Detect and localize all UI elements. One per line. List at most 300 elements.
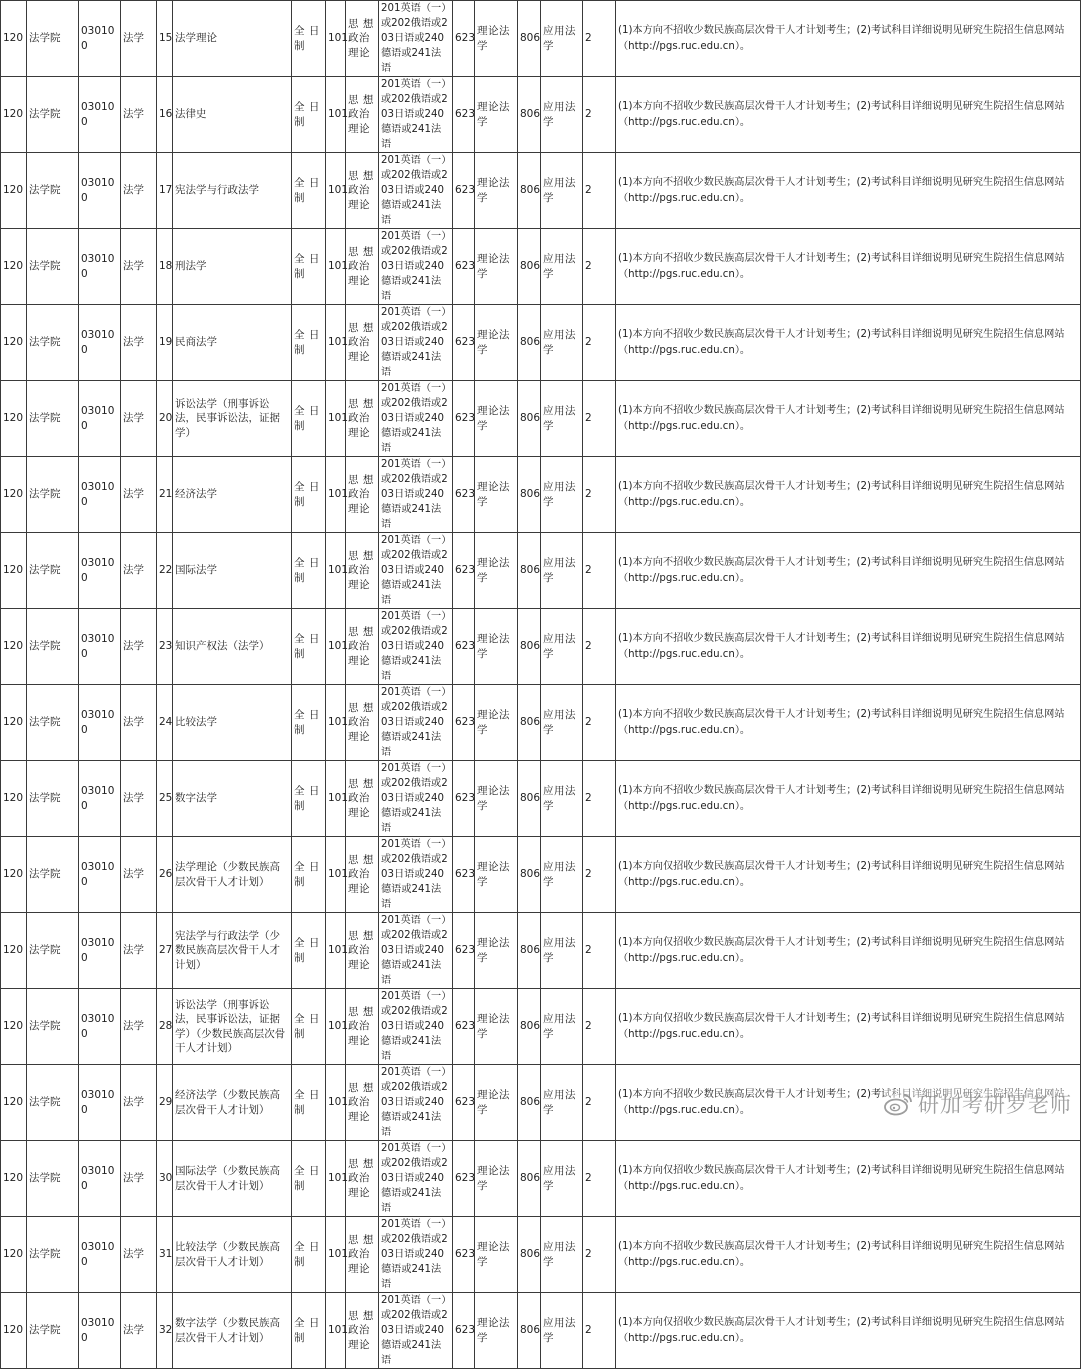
subject2-name-cell: 理论法学 bbox=[475, 1293, 518, 1369]
direction-number-cell: 27 bbox=[157, 913, 173, 989]
politics-subject-cell: 思 想政治理论 bbox=[346, 989, 379, 1065]
foreign-language-cell: 201英语（一）或202俄语或203日语或240德语或241法语 bbox=[379, 989, 453, 1065]
study-mode-cell: 全 日制 bbox=[292, 989, 326, 1065]
subject3-name-cell: 应用法学 bbox=[541, 381, 583, 457]
study-mode-cell: 全 日制 bbox=[292, 381, 326, 457]
school-name-cell: 法学院 bbox=[27, 1141, 79, 1217]
subject2-code-cell: 623 bbox=[453, 685, 475, 761]
politics-subject-cell: 思 想政治理论 bbox=[346, 457, 379, 533]
subject2-name-cell: 理论法学 bbox=[475, 761, 518, 837]
subject3-name-cell: 应用法学 bbox=[541, 153, 583, 229]
foreign-language-cell: 201英语（一）或202俄语或203日语或240德语或241法语 bbox=[379, 457, 453, 533]
subject2-name-cell: 理论法学 bbox=[475, 457, 518, 533]
enrollment-count-cell: 2 bbox=[583, 305, 616, 381]
politics-code-cell: 101 bbox=[326, 685, 346, 761]
politics-code-cell: 101 bbox=[326, 609, 346, 685]
politics-code-cell: 101 bbox=[326, 153, 346, 229]
foreign-language-cell: 201英语（一）或202俄语或203日语或240德语或241法语 bbox=[379, 1065, 453, 1141]
remarks-cell: (1)本方向不招收少数民族高层次骨干人才计划考生；(2)考试科目详细说明见研究生院招生信息网站（http://pgs.ruc.edu.cn）。 bbox=[616, 1217, 1081, 1293]
politics-code-cell: 101 bbox=[326, 1, 346, 77]
politics-code-cell: 101 bbox=[326, 381, 346, 457]
table-row bbox=[1, 1141, 1081, 1217]
politics-code-cell: 101 bbox=[326, 457, 346, 533]
direction-name-cell: 数字法学 bbox=[173, 761, 292, 837]
study-mode-cell: 全 日制 bbox=[292, 685, 326, 761]
enrollment-count-cell: 2 bbox=[583, 533, 616, 609]
subject3-name-cell: 应用法学 bbox=[541, 77, 583, 153]
table-body bbox=[1, 1, 1081, 1369]
foreign-language-cell: 201英语（一）或202俄语或203日语或240德语或241法语 bbox=[379, 77, 453, 153]
major-code-cell: 030100 bbox=[79, 685, 121, 761]
study-mode-cell: 全 日制 bbox=[292, 229, 326, 305]
enrollment-count-cell: 2 bbox=[583, 381, 616, 457]
direction-number-cell: 18 bbox=[157, 229, 173, 305]
major-name-cell: 法学 bbox=[121, 1065, 157, 1141]
table-row bbox=[1, 1065, 1081, 1141]
subject2-code-cell: 623 bbox=[453, 913, 475, 989]
remarks-cell: (1)本方向仅招收少数民族高层次骨干人才计划考生；(2)考试科目详细说明见研究生院招生信息网站（http://pgs.ruc.edu.cn）。 bbox=[616, 837, 1081, 913]
unit-code-cell: 120 bbox=[1, 913, 27, 989]
remarks-cell: (1)本方向仅招收少数民族高层次骨干人才计划考生；(2)考试科目详细说明见研究生院招生信息网站（http://pgs.ruc.edu.cn）。 bbox=[616, 1141, 1081, 1217]
subject3-code-cell: 806 bbox=[518, 609, 541, 685]
subject3-code-cell: 806 bbox=[518, 761, 541, 837]
major-name-cell: 法学 bbox=[121, 153, 157, 229]
politics-subject-cell: 思 想政治理论 bbox=[346, 533, 379, 609]
politics-code-cell: 101 bbox=[326, 913, 346, 989]
subject3-code-cell: 806 bbox=[518, 837, 541, 913]
table-row bbox=[1, 381, 1081, 457]
politics-code-cell: 101 bbox=[326, 1065, 346, 1141]
study-mode-cell: 全 日制 bbox=[292, 457, 326, 533]
subject2-code-cell: 623 bbox=[453, 1217, 475, 1293]
subject2-code-cell: 623 bbox=[453, 1141, 475, 1217]
table-row bbox=[1, 229, 1081, 305]
major-name-cell: 法学 bbox=[121, 609, 157, 685]
subject3-name-cell: 应用法学 bbox=[541, 305, 583, 381]
subject2-code-cell: 623 bbox=[453, 229, 475, 305]
direction-number-cell: 31 bbox=[157, 1217, 173, 1293]
unit-code-cell: 120 bbox=[1, 1293, 27, 1369]
study-mode-cell: 全 日制 bbox=[292, 1, 326, 77]
direction-name-cell: 比较法学（少数民族高层次骨干人才计划） bbox=[173, 1217, 292, 1293]
politics-subject-cell: 思 想政治理论 bbox=[346, 913, 379, 989]
major-code-cell: 030100 bbox=[79, 153, 121, 229]
unit-code-cell: 120 bbox=[1, 153, 27, 229]
school-name-cell: 法学院 bbox=[27, 153, 79, 229]
subject3-name-cell: 应用法学 bbox=[541, 457, 583, 533]
major-name-cell: 法学 bbox=[121, 533, 157, 609]
subject2-code-cell: 623 bbox=[453, 1, 475, 77]
foreign-language-cell: 201英语（一）或202俄语或203日语或240德语或241法语 bbox=[379, 761, 453, 837]
foreign-language-cell: 201英语（一）或202俄语或203日语或240德语或241法语 bbox=[379, 1217, 453, 1293]
politics-subject-cell: 思 想政治理论 bbox=[346, 1065, 379, 1141]
subject3-code-cell: 806 bbox=[518, 457, 541, 533]
major-code-cell: 030100 bbox=[79, 229, 121, 305]
study-mode-cell: 全 日制 bbox=[292, 609, 326, 685]
major-code-cell: 030100 bbox=[79, 761, 121, 837]
unit-code-cell: 120 bbox=[1, 305, 27, 381]
direction-number-cell: 32 bbox=[157, 1293, 173, 1369]
table-row bbox=[1, 1, 1081, 77]
study-mode-cell: 全 日制 bbox=[292, 1217, 326, 1293]
enrollment-count-cell: 2 bbox=[583, 761, 616, 837]
subject2-name-cell: 理论法学 bbox=[475, 229, 518, 305]
politics-code-cell: 101 bbox=[326, 229, 346, 305]
politics-code-cell: 101 bbox=[326, 1293, 346, 1369]
unit-code-cell: 120 bbox=[1, 229, 27, 305]
enrollment-count-cell: 2 bbox=[583, 609, 616, 685]
subject3-name-cell: 应用法学 bbox=[541, 761, 583, 837]
direction-name-cell: 法学理论 bbox=[173, 1, 292, 77]
politics-code-cell: 101 bbox=[326, 1141, 346, 1217]
school-name-cell: 法学院 bbox=[27, 837, 79, 913]
major-code-cell: 030100 bbox=[79, 609, 121, 685]
subject2-code-cell: 623 bbox=[453, 77, 475, 153]
direction-name-cell: 法学理论（少数民族高层次骨干人才计划） bbox=[173, 837, 292, 913]
major-code-cell: 030100 bbox=[79, 1293, 121, 1369]
direction-name-cell: 知识产权法（法学） bbox=[173, 609, 292, 685]
unit-code-cell: 120 bbox=[1, 685, 27, 761]
subject3-code-cell: 806 bbox=[518, 533, 541, 609]
major-code-cell: 030100 bbox=[79, 837, 121, 913]
table-row bbox=[1, 761, 1081, 837]
school-name-cell: 法学院 bbox=[27, 761, 79, 837]
major-name-cell: 法学 bbox=[121, 229, 157, 305]
remarks-cell: (1)本方向不招收少数民族高层次骨干人才计划考生；(2)考试科目详细说明见研究生院招生信息网站（http://pgs.ruc.edu.cn）。 bbox=[616, 1065, 1081, 1141]
study-mode-cell: 全 日制 bbox=[292, 77, 326, 153]
unit-code-cell: 120 bbox=[1, 1217, 27, 1293]
subject3-code-cell: 806 bbox=[518, 1293, 541, 1369]
direction-name-cell: 国际法学 bbox=[173, 533, 292, 609]
table-row bbox=[1, 153, 1081, 229]
study-mode-cell: 全 日制 bbox=[292, 761, 326, 837]
major-code-cell: 030100 bbox=[79, 305, 121, 381]
subject2-name-cell: 理论法学 bbox=[475, 1217, 518, 1293]
table-row bbox=[1, 77, 1081, 153]
major-name-cell: 法学 bbox=[121, 685, 157, 761]
subject3-code-cell: 806 bbox=[518, 153, 541, 229]
unit-code-cell: 120 bbox=[1, 1141, 27, 1217]
politics-subject-cell: 思 想政治理论 bbox=[346, 609, 379, 685]
subject2-code-cell: 623 bbox=[453, 1065, 475, 1141]
politics-code-cell: 101 bbox=[326, 77, 346, 153]
watermark-text: 研加考研罗老师 bbox=[918, 1093, 1072, 1117]
school-name-cell: 法学院 bbox=[27, 77, 79, 153]
school-name-cell: 法学院 bbox=[27, 229, 79, 305]
subject3-code-cell: 806 bbox=[518, 1, 541, 77]
direction-name-cell: 法律史 bbox=[173, 77, 292, 153]
school-name-cell: 法学院 bbox=[27, 1065, 79, 1141]
subject2-name-cell: 理论法学 bbox=[475, 609, 518, 685]
direction-name-cell: 经济法学 bbox=[173, 457, 292, 533]
major-name-cell: 法学 bbox=[121, 1217, 157, 1293]
direction-number-cell: 19 bbox=[157, 305, 173, 381]
subject3-name-cell: 应用法学 bbox=[541, 1293, 583, 1369]
major-name-cell: 法学 bbox=[121, 457, 157, 533]
subject2-code-cell: 623 bbox=[453, 1293, 475, 1369]
major-code-cell: 030100 bbox=[79, 913, 121, 989]
subject3-code-cell: 806 bbox=[518, 1141, 541, 1217]
politics-code-cell: 101 bbox=[326, 989, 346, 1065]
subject2-name-cell: 理论法学 bbox=[475, 77, 518, 153]
direction-name-cell: 诉讼法学（刑事诉讼法，民事诉讼法，证据学） bbox=[173, 381, 292, 457]
enrollment-count-cell: 2 bbox=[583, 837, 616, 913]
study-mode-cell: 全 日制 bbox=[292, 1065, 326, 1141]
politics-code-cell: 101 bbox=[326, 1217, 346, 1293]
subject2-code-cell: 623 bbox=[453, 381, 475, 457]
school-name-cell: 法学院 bbox=[27, 609, 79, 685]
subject2-name-cell: 理论法学 bbox=[475, 685, 518, 761]
foreign-language-cell: 201英语（一）或202俄语或203日语或240德语或241法语 bbox=[379, 305, 453, 381]
direction-number-cell: 20 bbox=[157, 381, 173, 457]
direction-number-cell: 26 bbox=[157, 837, 173, 913]
politics-subject-cell: 思 想政治理论 bbox=[346, 761, 379, 837]
major-name-cell: 法学 bbox=[121, 989, 157, 1065]
subject2-name-cell: 理论法学 bbox=[475, 913, 518, 989]
politics-subject-cell: 思 想政治理论 bbox=[346, 685, 379, 761]
subject2-code-cell: 623 bbox=[453, 837, 475, 913]
politics-code-cell: 101 bbox=[326, 533, 346, 609]
direction-name-cell: 国际法学（少数民族高层次骨干人才计划） bbox=[173, 1141, 292, 1217]
politics-subject-cell: 思 想政治理论 bbox=[346, 381, 379, 457]
major-code-cell: 030100 bbox=[79, 1065, 121, 1141]
subject2-name-cell: 理论法学 bbox=[475, 1, 518, 77]
enrollment-count-cell: 2 bbox=[583, 1293, 616, 1369]
major-name-cell: 法学 bbox=[121, 77, 157, 153]
subject3-code-cell: 806 bbox=[518, 381, 541, 457]
politics-subject-cell: 思 想政治理论 bbox=[346, 77, 379, 153]
school-name-cell: 法学院 bbox=[27, 457, 79, 533]
direction-number-cell: 28 bbox=[157, 989, 173, 1065]
remarks-cell: (1)本方向不招收少数民族高层次骨干人才计划考生；(2)考试科目详细说明见研究生院招生信息网站（http://pgs.ruc.edu.cn）。 bbox=[616, 229, 1081, 305]
subject3-name-cell: 应用法学 bbox=[541, 913, 583, 989]
study-mode-cell: 全 日制 bbox=[292, 1141, 326, 1217]
unit-code-cell: 120 bbox=[1, 837, 27, 913]
remarks-cell: (1)本方向不招收少数民族高层次骨干人才计划考生；(2)考试科目详细说明见研究生院招生信息网站（http://pgs.ruc.edu.cn）。 bbox=[616, 761, 1081, 837]
foreign-language-cell: 201英语（一）或202俄语或203日语或240德语或241法语 bbox=[379, 229, 453, 305]
politics-subject-cell: 思 想政治理论 bbox=[346, 153, 379, 229]
foreign-language-cell: 201英语（一）或202俄语或203日语或240德语或241法语 bbox=[379, 609, 453, 685]
enrollment-count-cell: 2 bbox=[583, 913, 616, 989]
remarks-cell: (1)本方向不招收少数民族高层次骨干人才计划考生；(2)考试科目详细说明见研究生院招生信息网站（http://pgs.ruc.edu.cn）。 bbox=[616, 381, 1081, 457]
subject2-code-cell: 623 bbox=[453, 457, 475, 533]
remarks-cell: (1)本方向不招收少数民族高层次骨干人才计划考生；(2)考试科目详细说明见研究生院招生信息网站（http://pgs.ruc.edu.cn）。 bbox=[616, 153, 1081, 229]
foreign-language-cell: 201英语（一）或202俄语或203日语或240德语或241法语 bbox=[379, 1, 453, 77]
enrollment-count-cell: 2 bbox=[583, 457, 616, 533]
table-row bbox=[1, 609, 1081, 685]
remarks-cell: (1)本方向仅招收少数民族高层次骨干人才计划考生；(2)考试科目详细说明见研究生院招生信息网站（http://pgs.ruc.edu.cn）。 bbox=[616, 913, 1081, 989]
enrollment-count-cell: 2 bbox=[583, 989, 616, 1065]
major-name-cell: 法学 bbox=[121, 381, 157, 457]
major-name-cell: 法学 bbox=[121, 837, 157, 913]
major-code-cell: 030100 bbox=[79, 457, 121, 533]
school-name-cell: 法学院 bbox=[27, 305, 79, 381]
major-code-cell: 030100 bbox=[79, 533, 121, 609]
subject2-name-cell: 理论法学 bbox=[475, 837, 518, 913]
subject3-name-cell: 应用法学 bbox=[541, 837, 583, 913]
major-code-cell: 030100 bbox=[79, 1141, 121, 1217]
subject2-name-cell: 理论法学 bbox=[475, 1065, 518, 1141]
subject3-name-cell: 应用法学 bbox=[541, 533, 583, 609]
subject3-name-cell: 应用法学 bbox=[541, 989, 583, 1065]
subject2-code-cell: 623 bbox=[453, 305, 475, 381]
foreign-language-cell: 201英语（一）或202俄语或203日语或240德语或241法语 bbox=[379, 153, 453, 229]
study-mode-cell: 全 日制 bbox=[292, 153, 326, 229]
major-name-cell: 法学 bbox=[121, 761, 157, 837]
foreign-language-cell: 201英语（一）或202俄语或203日语或240德语或241法语 bbox=[379, 913, 453, 989]
politics-code-cell: 101 bbox=[326, 837, 346, 913]
unit-code-cell: 120 bbox=[1, 1065, 27, 1141]
direction-number-cell: 16 bbox=[157, 77, 173, 153]
school-name-cell: 法学院 bbox=[27, 1293, 79, 1369]
politics-subject-cell: 思 想政治理论 bbox=[346, 305, 379, 381]
remarks-cell: (1)本方向仅招收少数民族高层次骨干人才计划考生；(2)考试科目详细说明见研究生院招生信息网站（http://pgs.ruc.edu.cn）。 bbox=[616, 989, 1081, 1065]
enrollment-count-cell: 2 bbox=[583, 1065, 616, 1141]
study-mode-cell: 全 日制 bbox=[292, 533, 326, 609]
table-row bbox=[1, 457, 1081, 533]
enrollment-count-cell: 2 bbox=[583, 1141, 616, 1217]
major-code-cell: 030100 bbox=[79, 989, 121, 1065]
subject3-name-cell: 应用法学 bbox=[541, 609, 583, 685]
direction-name-cell: 刑法学 bbox=[173, 229, 292, 305]
major-code-cell: 030100 bbox=[79, 77, 121, 153]
school-name-cell: 法学院 bbox=[27, 913, 79, 989]
direction-number-cell: 17 bbox=[157, 153, 173, 229]
unit-code-cell: 120 bbox=[1, 457, 27, 533]
major-name-cell: 法学 bbox=[121, 1293, 157, 1369]
direction-number-cell: 24 bbox=[157, 685, 173, 761]
table-row bbox=[1, 685, 1081, 761]
major-code-cell: 030100 bbox=[79, 381, 121, 457]
foreign-language-cell: 201英语（一）或202俄语或203日语或240德语或241法语 bbox=[379, 1293, 453, 1369]
direction-name-cell: 宪法学与行政法学 bbox=[173, 153, 292, 229]
direction-name-cell: 民商法学 bbox=[173, 305, 292, 381]
table-row bbox=[1, 305, 1081, 381]
enrollment-count-cell: 2 bbox=[583, 1217, 616, 1293]
direction-number-cell: 22 bbox=[157, 533, 173, 609]
subject3-code-cell: 806 bbox=[518, 1065, 541, 1141]
school-name-cell: 法学院 bbox=[27, 989, 79, 1065]
subject3-name-cell: 应用法学 bbox=[541, 1141, 583, 1217]
school-name-cell: 法学院 bbox=[27, 533, 79, 609]
study-mode-cell: 全 日制 bbox=[292, 837, 326, 913]
politics-subject-cell: 思 想政治理论 bbox=[346, 229, 379, 305]
unit-code-cell: 120 bbox=[1, 1, 27, 77]
subject3-name-cell: 应用法学 bbox=[541, 1, 583, 77]
remarks-cell: (1)本方向不招收少数民族高层次骨干人才计划考生；(2)考试科目详细说明见研究生院招生信息网站（http://pgs.ruc.edu.cn）。 bbox=[616, 457, 1081, 533]
direction-name-cell: 宪法学与行政法学（少数民族高层次骨干人才计划） bbox=[173, 913, 292, 989]
unit-code-cell: 120 bbox=[1, 533, 27, 609]
direction-number-cell: 30 bbox=[157, 1141, 173, 1217]
subject3-code-cell: 806 bbox=[518, 989, 541, 1065]
direction-number-cell: 23 bbox=[157, 609, 173, 685]
direction-number-cell: 15 bbox=[157, 1, 173, 77]
foreign-language-cell: 201英语（一）或202俄语或203日语或240德语或241法语 bbox=[379, 837, 453, 913]
school-name-cell: 法学院 bbox=[27, 1, 79, 77]
politics-subject-cell: 思 想政治理论 bbox=[346, 1141, 379, 1217]
remarks-cell: (1)本方向不招收少数民族高层次骨干人才计划考生；(2)考试科目详细说明见研究生院招生信息网站（http://pgs.ruc.edu.cn）。 bbox=[616, 1, 1081, 77]
subject2-name-cell: 理论法学 bbox=[475, 989, 518, 1065]
table-row bbox=[1, 1293, 1081, 1369]
study-mode-cell: 全 日制 bbox=[292, 305, 326, 381]
table-row bbox=[1, 837, 1081, 913]
remarks-cell: (1)本方向仅招收少数民族高层次骨干人才计划考生；(2)考试科目详细说明见研究生院招生信息网站（http://pgs.ruc.edu.cn）。 bbox=[616, 1293, 1081, 1369]
table-row bbox=[1, 1217, 1081, 1293]
direction-name-cell: 诉讼法学（刑事诉讼法，民事诉讼法，证据学）（少数民族高层次骨干人才计划） bbox=[173, 989, 292, 1065]
direction-number-cell: 25 bbox=[157, 761, 173, 837]
unit-code-cell: 120 bbox=[1, 609, 27, 685]
subject2-code-cell: 623 bbox=[453, 153, 475, 229]
table-row bbox=[1, 913, 1081, 989]
foreign-language-cell: 201英语（一）或202俄语或203日语或240德语或241法语 bbox=[379, 685, 453, 761]
unit-code-cell: 120 bbox=[1, 77, 27, 153]
remarks-cell: (1)本方向不招收少数民族高层次骨干人才计划考生；(2)考试科目详细说明见研究生院招生信息网站（http://pgs.ruc.edu.cn）。 bbox=[616, 77, 1081, 153]
enrollment-count-cell: 2 bbox=[583, 685, 616, 761]
enrollment-count-cell: 2 bbox=[583, 229, 616, 305]
direction-name-cell: 比较法学 bbox=[173, 685, 292, 761]
subject3-name-cell: 应用法学 bbox=[541, 1217, 583, 1293]
major-code-cell: 030100 bbox=[79, 1, 121, 77]
study-mode-cell: 全 日制 bbox=[292, 913, 326, 989]
major-name-cell: 法学 bbox=[121, 913, 157, 989]
major-name-cell: 法学 bbox=[121, 1141, 157, 1217]
major-code-cell: 030100 bbox=[79, 1217, 121, 1293]
politics-code-cell: 101 bbox=[326, 761, 346, 837]
direction-name-cell: 数字法学（少数民族高层次骨干人才计划） bbox=[173, 1293, 292, 1369]
subject2-code-cell: 623 bbox=[453, 761, 475, 837]
direction-number-cell: 29 bbox=[157, 1065, 173, 1141]
remarks-cell: (1)本方向不招收少数民族高层次骨干人才计划考生；(2)考试科目详细说明见研究生院招生信息网站（http://pgs.ruc.edu.cn）。 bbox=[616, 609, 1081, 685]
direction-name-cell: 经济法学（少数民族高层次骨干人才计划） bbox=[173, 1065, 292, 1141]
subject3-code-cell: 806 bbox=[518, 685, 541, 761]
politics-subject-cell: 思 想政治理论 bbox=[346, 1217, 379, 1293]
politics-code-cell: 101 bbox=[326, 305, 346, 381]
major-name-cell: 法学 bbox=[121, 305, 157, 381]
school-name-cell: 法学院 bbox=[27, 1217, 79, 1293]
remarks-cell: (1)本方向不招收少数民族高层次骨干人才计划考生；(2)考试科目详细说明见研究生院招生信息网站（http://pgs.ruc.edu.cn）。 bbox=[616, 533, 1081, 609]
subject2-code-cell: 623 bbox=[453, 533, 475, 609]
enrollment-count-cell: 2 bbox=[583, 153, 616, 229]
subject2-name-cell: 理论法学 bbox=[475, 153, 518, 229]
enrollment-count-cell: 2 bbox=[583, 77, 616, 153]
politics-subject-cell: 思 想政治理论 bbox=[346, 1293, 379, 1369]
remarks-cell: (1)本方向不招收少数民族高层次骨干人才计划考生；(2)考试科目详细说明见研究生院招生信息网站（http://pgs.ruc.edu.cn）。 bbox=[616, 685, 1081, 761]
school-name-cell: 法学院 bbox=[27, 685, 79, 761]
politics-subject-cell: 思 想政治理论 bbox=[346, 1, 379, 77]
subject2-name-cell: 理论法学 bbox=[475, 305, 518, 381]
major-name-cell: 法学 bbox=[121, 1, 157, 77]
subject3-name-cell: 应用法学 bbox=[541, 685, 583, 761]
enrollment-count-cell: 2 bbox=[583, 1, 616, 77]
subject3-code-cell: 806 bbox=[518, 913, 541, 989]
table-row bbox=[1, 989, 1081, 1065]
direction-number-cell: 21 bbox=[157, 457, 173, 533]
subject2-name-cell: 理论法学 bbox=[475, 381, 518, 457]
school-name-cell: 法学院 bbox=[27, 381, 79, 457]
subject3-code-cell: 806 bbox=[518, 1217, 541, 1293]
politics-subject-cell: 思 想政治理论 bbox=[346, 837, 379, 913]
foreign-language-cell: 201英语（一）或202俄语或203日语或240德语或241法语 bbox=[379, 381, 453, 457]
subject3-code-cell: 806 bbox=[518, 229, 541, 305]
subject2-code-cell: 623 bbox=[453, 989, 475, 1065]
subject3-name-cell: 应用法学 bbox=[541, 1065, 583, 1141]
unit-code-cell: 120 bbox=[1, 381, 27, 457]
remarks-cell: (1)本方向不招收少数民族高层次骨干人才计划考生；(2)考试科目详细说明见研究生院招生信息网站（http://pgs.ruc.edu.cn）。 bbox=[616, 305, 1081, 381]
table-row bbox=[1, 533, 1081, 609]
subject3-code-cell: 806 bbox=[518, 77, 541, 153]
unit-code-cell: 120 bbox=[1, 989, 27, 1065]
unit-code-cell: 120 bbox=[1, 761, 27, 837]
